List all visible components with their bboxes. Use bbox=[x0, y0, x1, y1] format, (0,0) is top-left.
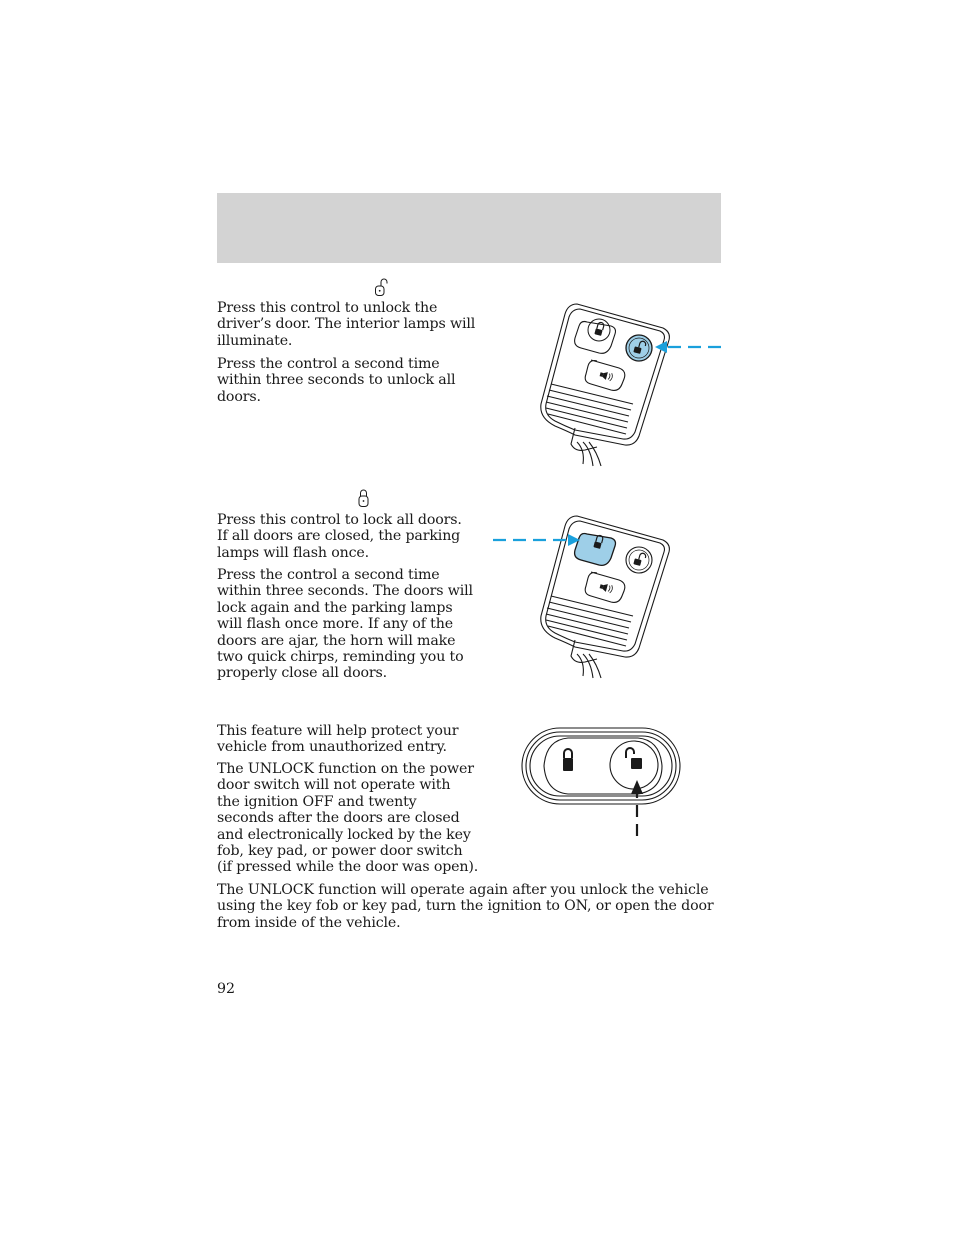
page-number: 92 bbox=[217, 981, 236, 997]
lock-paragraph-2: Press the control a second time within three seconds. The doors will lock again and the parking lamps will flash once more. If any of the doors are ajar, the horn will make two quick chirps, reminding you to properly close all doors. bbox=[217, 567, 473, 682]
section-header-bar bbox=[217, 193, 721, 263]
antiscan-full-paragraph: The UNLOCK function will operate again after you unlock the vehicle using the key fob or key pad, turn the ignition to ON, or open the door from inside of the vehicle. bbox=[217, 882, 714, 931]
unlock-icon bbox=[373, 277, 389, 297]
antiscan-paragraph-1: This feature will help protect your vehicle from unauthorized entry. bbox=[217, 723, 459, 756]
power-door-switch-illustration bbox=[518, 724, 684, 840]
lock-icon bbox=[356, 488, 372, 508]
lock-paragraph-1: Press this control to lock all doors. If all doors are closed, the parking lamps will flash once. bbox=[217, 512, 462, 561]
antiscan-paragraph-2: The UNLOCK function on the power door switch will not operate with the ignition OFF and twenty seconds after the doors are closed and electronically locked by the key fob, key pad, or power door switch (if pressed while the door was open). bbox=[217, 761, 479, 876]
key-fob-unlock-illustration bbox=[535, 300, 725, 470]
unlock-paragraph-1: Press this control to unlock the driver’s door. The interior lamps will illuminate. bbox=[217, 300, 476, 349]
unlock-paragraph-2: Press the control a second time within three seconds to unlock all doors. bbox=[217, 356, 456, 405]
key-fob-lock-illustration bbox=[490, 510, 680, 682]
